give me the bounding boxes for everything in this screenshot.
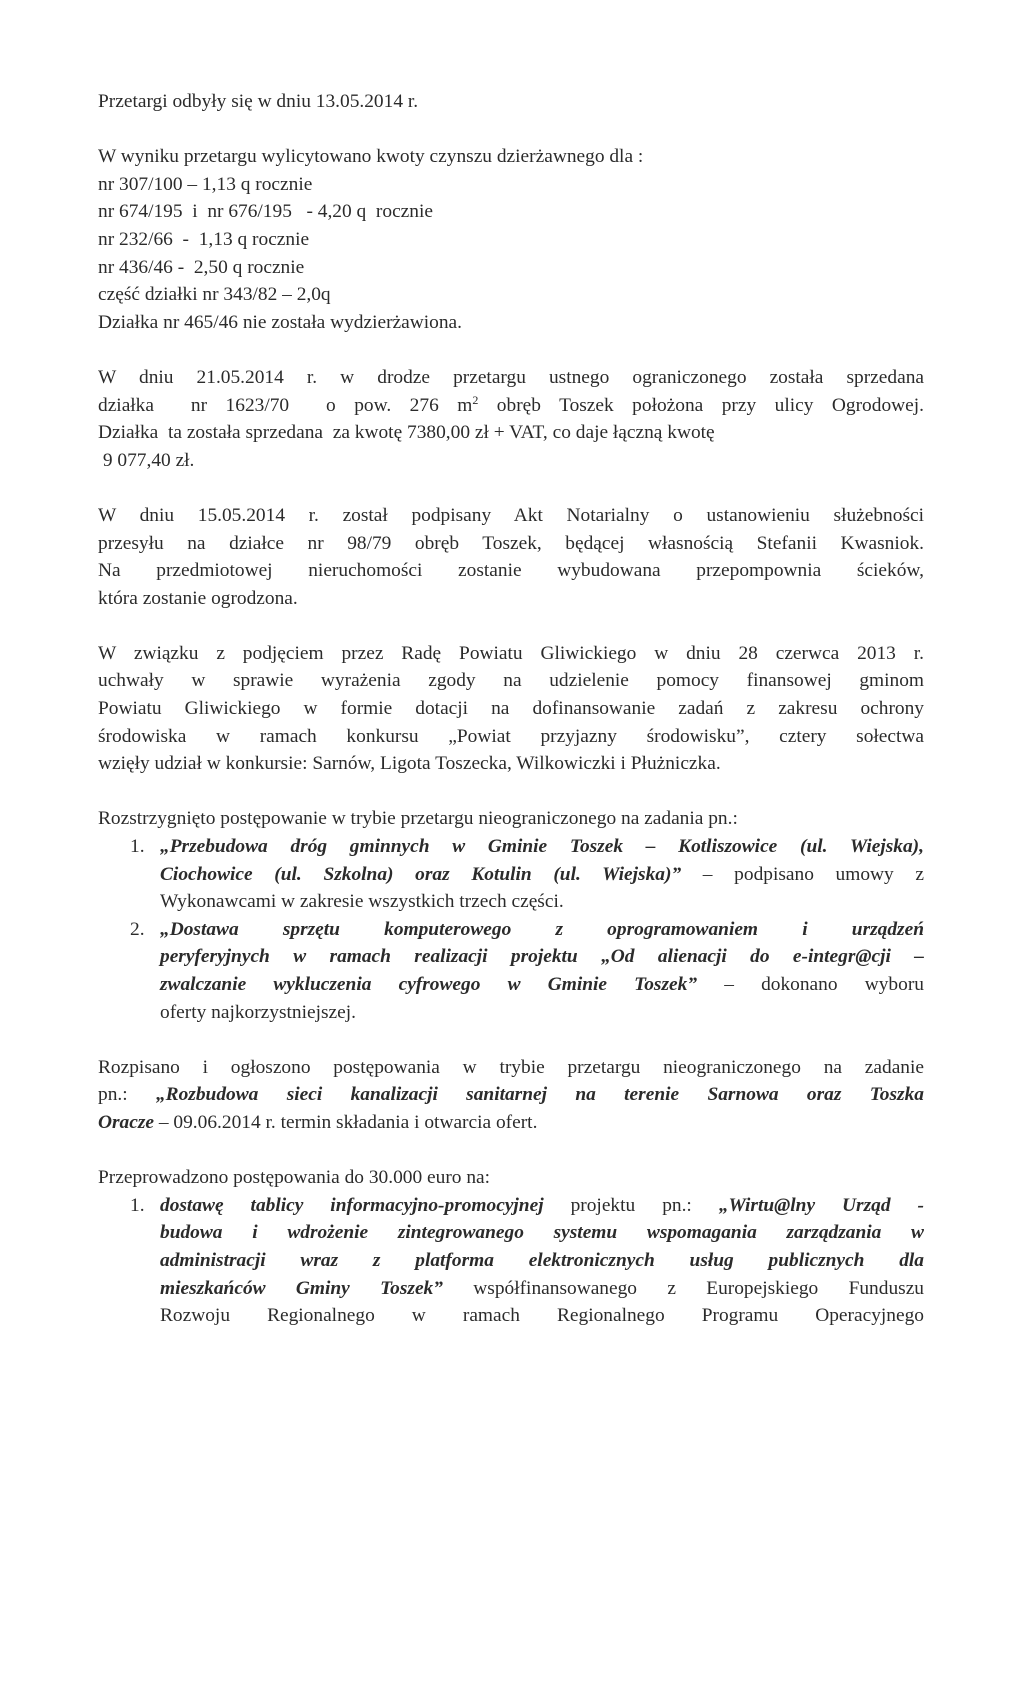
task-line [160,861,924,889]
task-title: Ciochowice (ul. Szkolna) oraz Kotulin (ul. Wiejska)” [160,863,682,885]
area-unit-superscript: 2 [472,392,479,407]
task-status: – podpisano umowy z [681,863,925,885]
announced-text: pn.: [98,1084,156,1106]
announced-title: „Rozbudowa sieci kanalizacji sanitarnej na terenie Sarnowa oraz Toszka [155,1084,924,1106]
task-title: „Przebudowa dróg gminnych w Gminie Toszek – Kotliszowice (ul. Wiejska), [160,836,924,858]
announced-title: Oracze [98,1111,155,1133]
competition-line: wzięły udział w konkursie: Sarnów, Ligota Toszecka, Wilkowiczki i Płużniczka. [98,753,721,775]
lease-item: nr 674/195 i nr 676/195 - 4,20 q rocznie [98,201,433,223]
competition-line: uchwały w sprawie wyrażenia zgody na udzielenie pomocy finansowej gminom [98,670,924,692]
task-line: Rozwoju Regionalnego w ramach Regionalnego Programu Operacyjnego [160,1305,924,1327]
document-page [98,88,924,1330]
announced-paragraph [98,1054,924,1137]
lease-item: nr 436/46 - 2,50 q rocznie [98,256,305,278]
sale-text: działka nr 1623/70 o pow. 276 m [98,394,473,416]
easement-line: W dniu 15.05.2014 r. został podpisany Akt Notarialny o ustanowieniu służebności [98,504,924,526]
sale-line [98,392,924,420]
task-line: oferty najkorzystniejszej. [160,1001,356,1023]
small-procurement-section [98,1164,924,1330]
easement-line: Na przedmiotowej nieruchomości zostanie wybudowana przepompownia ścieków, [98,560,924,582]
easement-line: która zostanie ogrodzona. [98,587,298,609]
announced-text: – 09.06.2014 r. termin składania i otwarcia ofert. [154,1111,538,1133]
competition-line: Powiatu Gliwickiego w formie dotacji na dofinansowanie zadań z zakresu ochrony [98,698,924,720]
list-number: 2. [130,918,145,940]
announced-line [98,1109,924,1137]
resolved-section [98,805,924,1026]
competition-paragraph [98,640,924,778]
task-line [160,1192,924,1220]
task-title: zwalczanie wykluczenia cyfrowego w Gminie Toszek” [160,974,698,995]
sale-line: W dniu 21.05.2014 r. w drodze przetargu ustnego ograniczonego została sprzedana [98,366,924,388]
task-title: peryferyjnych w ramach realizacji projektu „Od alienacji do e-integr@cji – [160,946,924,968]
list-number: 1. [130,1194,145,1216]
task-line: Wykonawcami w zakresie wszystkich trzech części. [160,891,564,913]
announced-line: Rozpisano i ogłoszono postępowania w trybie przetargu nieograniczonego na zadanie [98,1056,924,1078]
resolved-heading: Rozstrzygnięto postępowanie w trybie przetargu nieograniczonego na zadania pn.: [98,808,738,830]
easement-line: przesyłu na działce nr 98/79 obręb Toszek, będącej własnością Stefanii Kwasniok. [98,532,924,554]
lease-note: Działka nr 465/46 nie została wydzierżawiona. [98,311,462,333]
task-line [160,1275,924,1303]
task-title: administracji wraz z platforma elektronicznych usług publicznych dla [160,1249,924,1271]
announced-line [98,1081,924,1109]
competition-line: środowiska w ramach konkursu „Powiat przyjazny środowisku”, cztery sołectwa [98,725,924,747]
small-heading: Przeprowadzono postępowania do 30.000 euro na: [98,1167,491,1189]
easement-paragraph [98,502,924,612]
task-status: – dokonano wyboru [697,974,924,995]
task-text: projektu pn.: [543,1194,719,1216]
task-line [160,971,924,999]
list-item [98,916,924,1026]
sale-text: obręb Toszek położona przy ulicy Ogrodowej. [478,394,924,416]
sale-paragraph [98,364,924,474]
task-title: budowa i wdrożenie zintegrowanego systemu wspomagania zarządzania w [160,1222,924,1244]
lease-heading: W wyniku przetargu wylicytowano kwoty czynszu dzierżawnego dla : [98,146,644,168]
lease-paragraph [98,143,924,336]
list-number: 1. [130,836,145,858]
competition-line: W związku z podjęciem przez Radę Powiatu Gliwickiego w dniu 28 czerwca 2013 r. [98,642,924,664]
sale-line: Działka ta została sprzedana za kwotę 7380,00 zł + VAT, co daje łączną kwotę [98,422,715,444]
task-title: „Wirtu@lny Urząd - [718,1194,924,1216]
list-item [98,833,924,916]
lease-item: część działki nr 343/82 – 2,0q [98,284,331,306]
task-title: mieszkańców Gminy Toszek” [160,1277,443,1299]
task-text: współfinansowanego z Europejskiego Funduszu [442,1277,924,1299]
list-item [98,1192,924,1330]
intro-line: Przetargi odbyły się w dniu 13.05.2014 r. [98,91,419,112]
lease-item: nr 307/100 – 1,13 q rocznie [98,173,313,195]
sale-line: 9 077,40 zł. [98,449,195,471]
intro-paragraph [98,88,924,116]
task-title: „Dostawa sprzętu komputerowego z oprogramowaniem i urządzeń [160,918,924,940]
lease-item: nr 232/66 - 1,13 q rocznie [98,228,310,250]
task-title: dostawę tablicy informacyjno-promocyjnej [160,1194,544,1216]
